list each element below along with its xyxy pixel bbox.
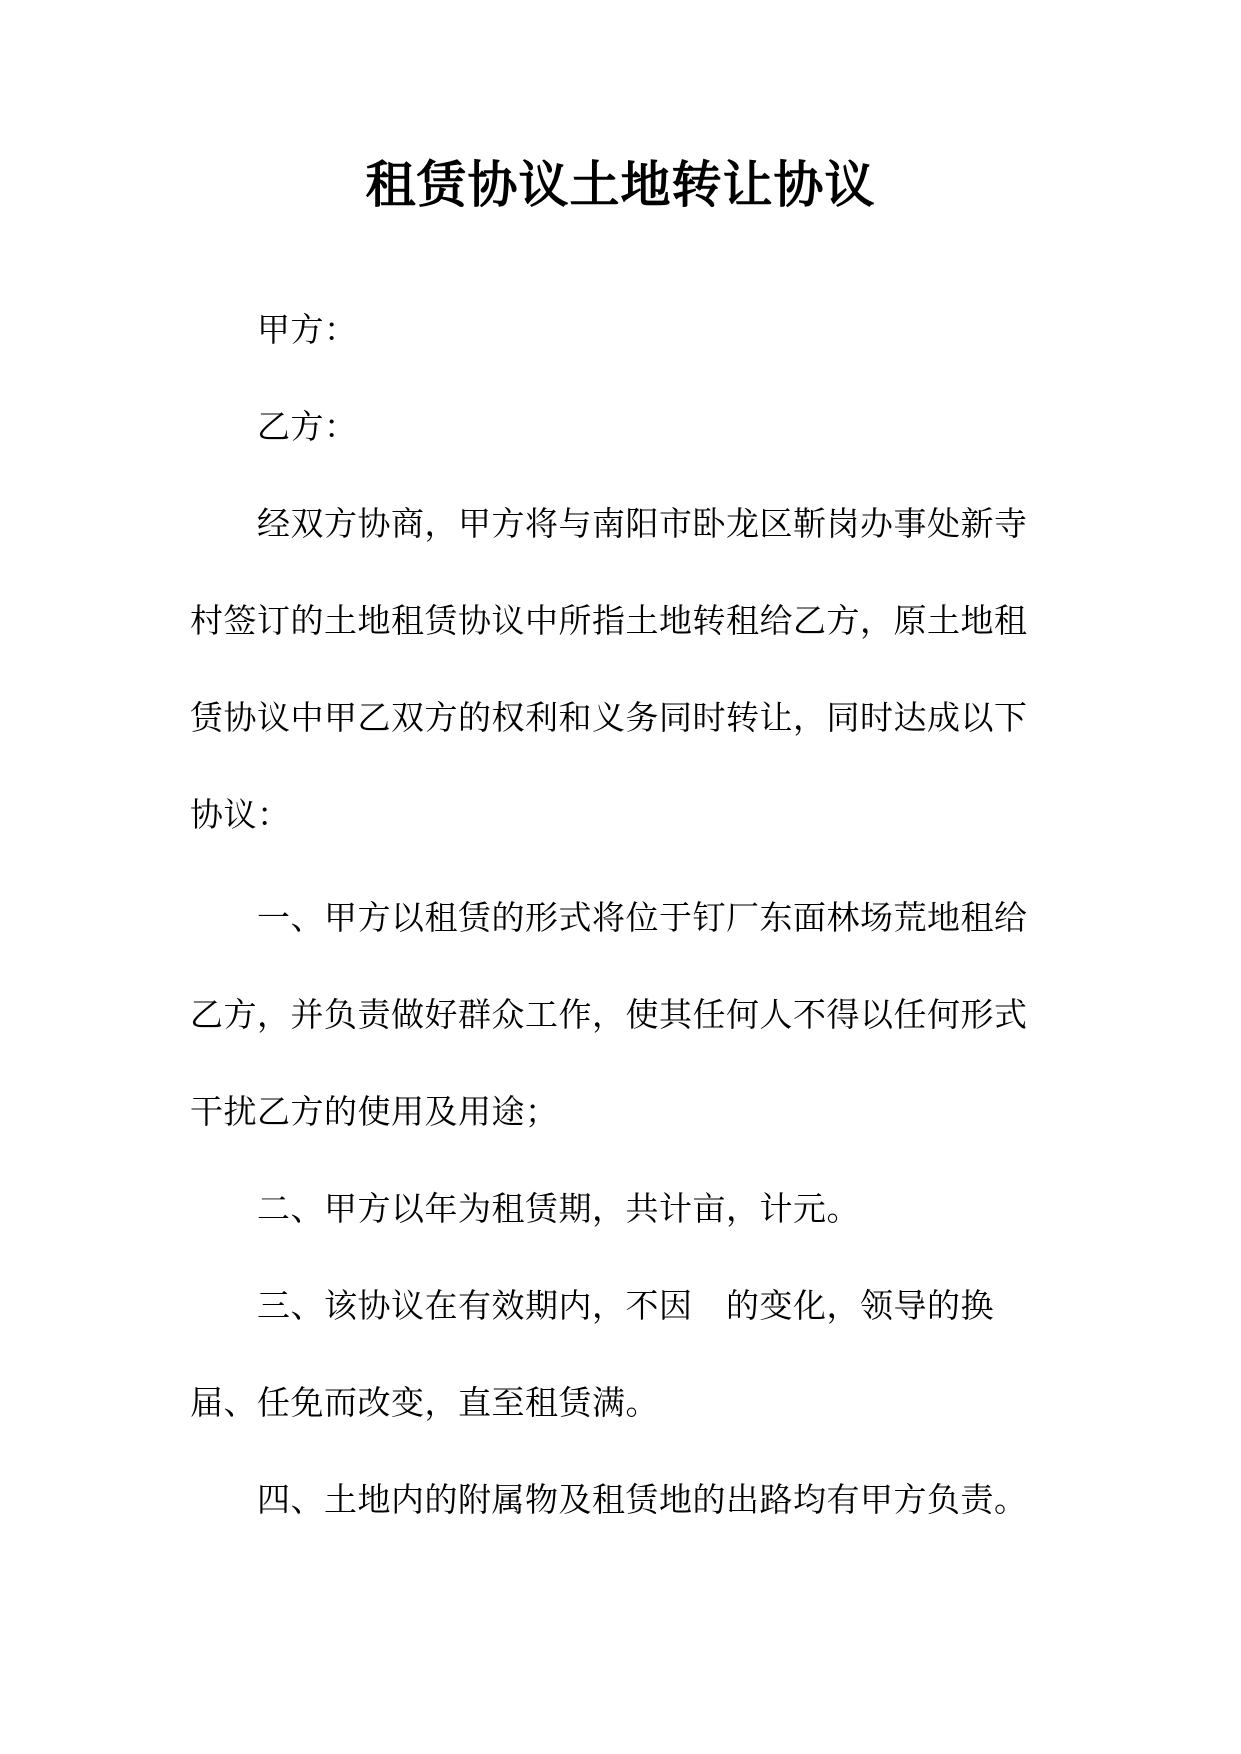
document-title: 租赁协议土地转让协议 [365,155,876,214]
party-a-line: 甲方： [257,310,358,349]
clause-1-line-3: 干扰乙方的使用及用途； [190,1092,559,1131]
clause-4-line: 四、土地内的附属物及租赁地的出路均有甲方负责。 [257,1480,1028,1519]
intro-line-4: 协议： [190,795,291,834]
clause-1-line-1: 一、甲方以租赁的形式将位于钉厂东面林场荒地租给 [257,898,1028,937]
intro-line-2: 村签订的土地租赁协议中所指土地转租给乙方，原土地租 [190,601,1028,640]
intro-line-1: 经双方协商，甲方将与南阳市卧龙区靳岗办事处新寺 [257,504,1028,543]
clause-2-line: 二、甲方以年为租赁期，共计亩，计元。 [257,1189,860,1228]
intro-line-3: 赁协议中甲乙双方的权利和义务同时转让，同时达成以下 [190,698,1028,737]
clause-1-line-2: 乙方，并负责做好群众工作，使其任何人不得以任何形式 [190,995,1028,1034]
clause-3-line-2: 届、任免而改变，直至租赁满。 [190,1383,659,1422]
party-b-line: 乙方： [257,407,358,446]
clause-3-line-1: 三、该协议在有效期内，不因 的变化，领导的换 [257,1286,994,1325]
